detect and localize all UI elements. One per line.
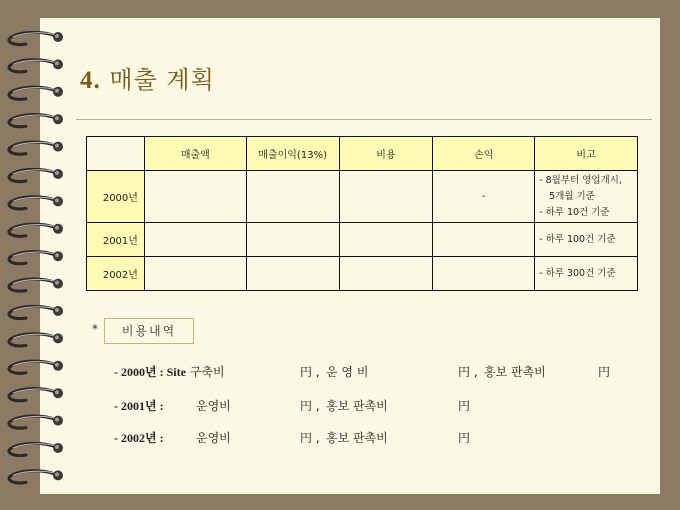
cost-breakdown-heading: 비용내역 (104, 318, 194, 344)
cost-item: 구축비 (189, 365, 225, 379)
cell-remarks (535, 257, 638, 291)
spiral-ring (9, 87, 63, 100)
spiral-ring (9, 333, 63, 346)
cost-site: Site (166, 365, 186, 379)
table-row (87, 223, 638, 257)
spiral-ring (9, 224, 63, 237)
row-year: 2001년 (87, 223, 145, 257)
table-row (87, 257, 638, 291)
bullet-star: * (92, 322, 98, 336)
cell-profit (246, 223, 339, 257)
cost-line-2000 (114, 363, 225, 380)
cost-yen: 円 , (458, 365, 478, 379)
cost-line-2002 (114, 429, 164, 446)
cell-cost (339, 223, 433, 257)
spiral-ring (9, 251, 63, 264)
header-remarks: 비고 (535, 137, 638, 171)
cell-profit (246, 171, 339, 223)
cell-cost (339, 257, 433, 291)
title-number: 4. (80, 67, 101, 94)
cost-yen: 円 (598, 365, 611, 379)
cost-yen: 円 , (300, 365, 320, 379)
page-title (80, 60, 215, 95)
remark-line: 5개월 기준 (549, 190, 595, 202)
cell-sales (144, 171, 246, 223)
spiral-ring (9, 169, 63, 182)
spiral-ring (9, 114, 63, 127)
remark-line: - 하루 100건 기준 (539, 233, 616, 245)
header-cost: 비용 (339, 137, 433, 171)
cell-loss: - (433, 171, 535, 223)
cell-loss (433, 223, 535, 257)
cost-item: 홍보 판촉비 (326, 399, 388, 413)
cell-sales (144, 223, 246, 257)
spiral-ring (9, 416, 63, 429)
cost-yen: 円 , (300, 431, 320, 445)
cost-item: 홍보 판촉비 (484, 365, 546, 379)
remark-line: - 8월부터 영업개시, (539, 174, 622, 186)
header-corner (87, 137, 145, 171)
cell-profit (246, 257, 339, 291)
cost-yen: 円 (458, 431, 471, 445)
title-text: 매출 계획 (109, 66, 215, 94)
table-header-row (87, 137, 638, 171)
cost-item: 운영비 (196, 399, 231, 413)
header-profit: 매출이익(13%) (246, 137, 339, 171)
spiral-ring (9, 279, 63, 292)
remark-line: - 하루 10건 기준 (539, 206, 610, 218)
spiral-ring (9, 306, 63, 319)
spiral-ring (9, 470, 63, 483)
cost-yen: 円 (458, 399, 471, 413)
remark-line: - 하루 300건 기준 (539, 267, 616, 279)
cell-remarks (535, 223, 638, 257)
row-year: 2000년 (87, 171, 145, 223)
cell-cost (339, 171, 433, 223)
spiral-ring (9, 443, 63, 456)
header-loss: 손익 (433, 137, 535, 171)
header-sales: 매출액 (144, 137, 246, 171)
row-year: 2002년 (87, 257, 145, 291)
spiral-binding (0, 0, 80, 510)
cost-prefix: - 2001년 : (114, 399, 164, 413)
cell-sales (144, 257, 246, 291)
sales-plan-table (86, 136, 638, 291)
cost-prefix: - 2002년 : (114, 431, 164, 445)
spiral-ring (9, 388, 63, 401)
cost-yen: 円 , (300, 399, 320, 413)
cell-remarks (535, 171, 638, 223)
cost-line-2001 (114, 397, 164, 414)
cost-prefix: - 2000년 : (114, 365, 167, 379)
cell-loss (433, 257, 535, 291)
spiral-ring (9, 196, 63, 209)
spiral-ring (9, 32, 63, 45)
spiral-ring (9, 142, 63, 155)
cost-item: 홍보 판촉비 (326, 431, 388, 445)
cost-item: 운 영 비 (326, 365, 369, 379)
title-divider (76, 119, 652, 120)
spiral-ring (9, 59, 63, 72)
cost-item: 운영비 (196, 431, 231, 445)
table-row (87, 171, 638, 223)
spiral-ring (9, 361, 63, 374)
